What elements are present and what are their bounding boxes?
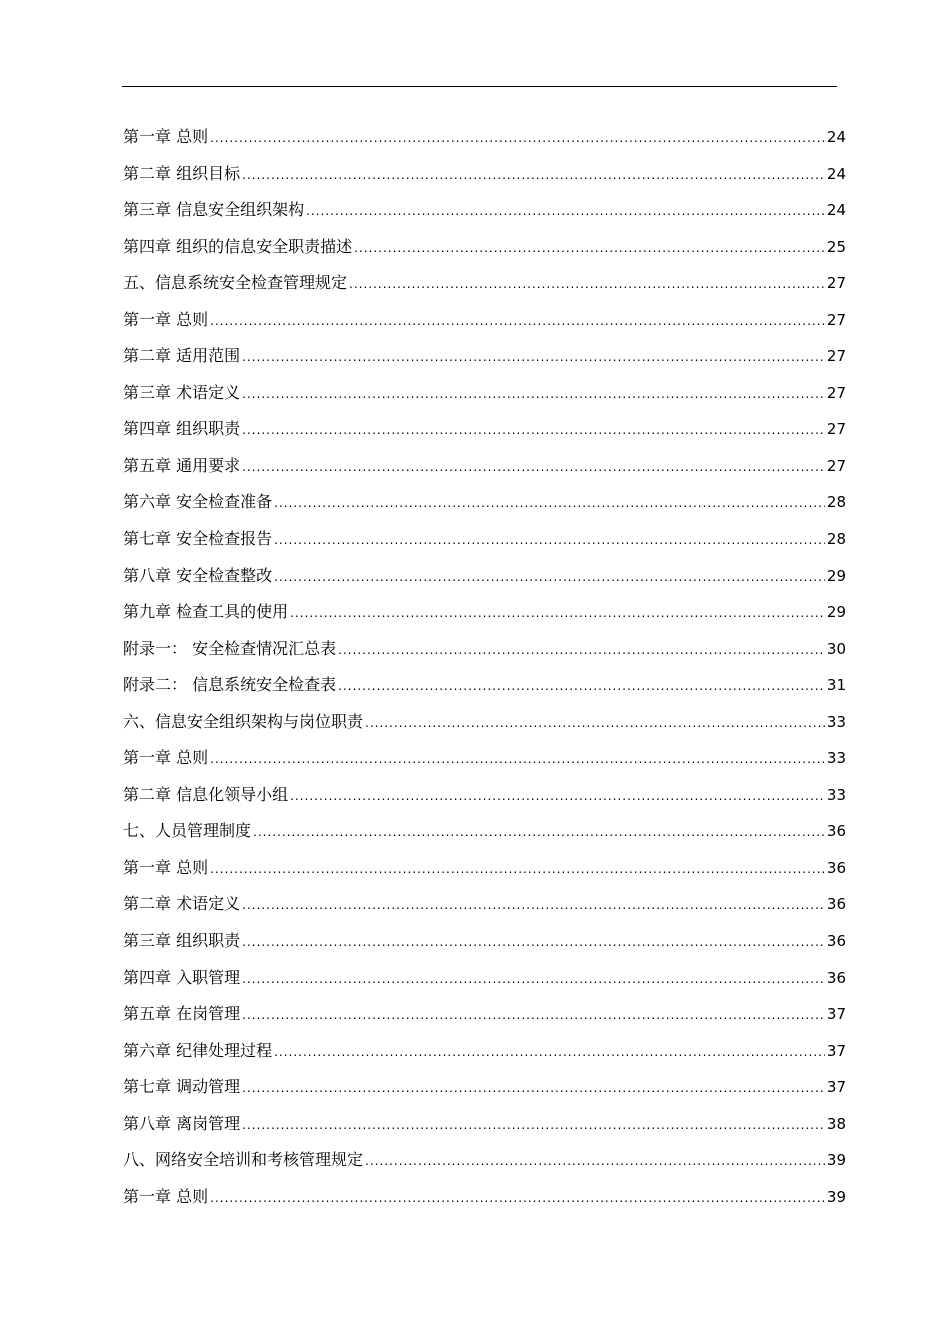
toc-entry[interactable]: [123, 489, 846, 526]
toc-entry[interactable]: [123, 672, 846, 709]
toc-entry-page-number: 37: [826, 1078, 846, 1097]
toc-entry-page-number: 39: [826, 1187, 846, 1206]
toc-entry[interactable]: [123, 818, 846, 855]
toc-entry-page-number: 27: [826, 310, 846, 329]
toc-dot-leader: [365, 710, 825, 736]
toc-entry[interactable]: [123, 965, 846, 1002]
toc-dot-leader: [242, 344, 825, 370]
toc-dot-leader: [242, 454, 825, 480]
toc-entry[interactable]: [123, 782, 846, 819]
toc-entry-page-number: 38: [826, 1114, 846, 1133]
toc-entry-page-number: 27: [826, 456, 846, 475]
toc-entry[interactable]: [123, 599, 846, 636]
toc-entry[interactable]: [123, 270, 846, 307]
toc-dot-leader: [274, 490, 825, 516]
toc-entry[interactable]: [123, 891, 846, 928]
toc-entry-page-number: 36: [826, 895, 846, 914]
toc-dot-leader: [338, 673, 825, 699]
toc-entry[interactable]: [123, 563, 846, 600]
toc-entry[interactable]: [123, 234, 846, 271]
toc-entry-title: 第七章 调动管理: [123, 1077, 241, 1097]
toc-entry[interactable]: [123, 124, 846, 161]
toc-dot-leader: [242, 1002, 825, 1028]
toc-dot-leader: [242, 1075, 825, 1101]
toc-entry-title: 第一章 总则: [123, 748, 209, 768]
toc-entry[interactable]: [123, 1184, 846, 1221]
toc-entry-page-number: 27: [826, 383, 846, 402]
toc-entry[interactable]: [123, 343, 846, 380]
toc-entry[interactable]: [123, 1147, 846, 1184]
toc-entry-page-number: 33: [826, 785, 846, 804]
toc-dot-leader: [242, 162, 825, 188]
toc-entry-title: 附录一： 安全检查情况汇总表: [123, 638, 337, 658]
toc-entry-page-number: 28: [826, 530, 846, 549]
toc-entry-page-number: 33: [826, 749, 846, 768]
toc-entry-page-number: 37: [826, 1041, 846, 1060]
toc-dot-leader: [365, 1148, 825, 1174]
toc-dot-leader: [290, 783, 825, 809]
toc-entry-title: 第二章 组织目标: [123, 163, 241, 183]
toc-dot-leader: [210, 1185, 825, 1211]
toc-dot-leader: [210, 856, 825, 882]
toc-entry-title: 第六章 安全检查准备: [123, 492, 273, 512]
toc-entry[interactable]: [123, 855, 846, 892]
toc-dot-leader: [253, 819, 825, 845]
toc-entry-page-number: 29: [826, 566, 846, 585]
toc-entry-title: 第九章 检查工具的使用: [123, 602, 289, 622]
toc-entry-title: 第三章 术语定义: [123, 382, 241, 402]
toc-entry-title: 第四章 组织职责: [123, 419, 241, 439]
toc-entry-title: 附录二： 信息系统安全检查表: [123, 675, 337, 695]
toc-entry[interactable]: [123, 636, 846, 673]
toc-dot-leader: [290, 600, 825, 626]
toc-dot-leader: [242, 417, 825, 443]
toc-dot-leader: [349, 271, 825, 297]
toc-entry[interactable]: [123, 453, 846, 490]
toc-dot-leader: [242, 966, 825, 992]
toc-entry[interactable]: [123, 928, 846, 965]
toc-dot-leader: [210, 125, 825, 151]
toc-entry-title: 第四章 入职管理: [123, 967, 241, 987]
toc-entry-page-number: 28: [826, 493, 846, 512]
toc-entry-title: 六、信息安全组织架构与岗位职责: [123, 711, 364, 731]
toc-entry-title: 第八章 安全检查整改: [123, 565, 273, 585]
toc-entry-title: 第一章 总则: [123, 1186, 209, 1206]
toc-entry-title: 第八章 离岗管理: [123, 1113, 241, 1133]
toc-dot-leader: [242, 381, 825, 407]
toc-entry[interactable]: [123, 709, 846, 746]
toc-entry-page-number: 39: [826, 1151, 846, 1170]
toc-entry-title: 第二章 信息化领导小组: [123, 784, 289, 804]
toc-entry-title: 七、人员管理制度: [123, 821, 252, 841]
toc-entry-page-number: 37: [826, 1005, 846, 1024]
toc-dot-leader: [274, 564, 825, 590]
toc-entry-title: 五、信息系统安全检查管理规定: [123, 273, 348, 293]
toc-entry-title: 八、网络安全培训和考核管理规定: [123, 1150, 364, 1170]
toc-entry[interactable]: [123, 1001, 846, 1038]
toc-entry-page-number: 36: [826, 858, 846, 877]
toc-entry[interactable]: [123, 416, 846, 453]
toc-entry-title: 第三章 信息安全组织架构: [123, 200, 305, 220]
toc-entry-page-number: 27: [826, 274, 846, 293]
toc-dot-leader: [338, 637, 825, 663]
toc-entry-title: 第二章 术语定义: [123, 894, 241, 914]
toc-entry[interactable]: [123, 307, 846, 344]
table-of-contents: [123, 124, 846, 1220]
toc-entry-page-number: 27: [826, 420, 846, 439]
toc-entry[interactable]: [123, 1038, 846, 1075]
header-rule: [122, 86, 837, 87]
toc-entry[interactable]: [123, 380, 846, 417]
toc-entry-page-number: 36: [826, 932, 846, 951]
toc-entry-page-number: 24: [826, 164, 846, 183]
toc-entry[interactable]: [123, 745, 846, 782]
toc-dot-leader: [210, 746, 825, 772]
toc-dot-leader: [242, 929, 825, 955]
toc-entry-title: 第三章 组织职责: [123, 931, 241, 951]
toc-entry-title: 第五章 通用要求: [123, 455, 241, 475]
toc-entry[interactable]: [123, 1074, 846, 1111]
toc-dot-leader: [242, 1112, 825, 1138]
toc-entry-page-number: 36: [826, 968, 846, 987]
toc-entry[interactable]: [123, 526, 846, 563]
toc-entry-page-number: 33: [826, 712, 846, 731]
toc-entry-page-number: 31: [826, 676, 846, 695]
toc-dot-leader: [306, 198, 825, 224]
toc-entry-title: 第一章 总则: [123, 857, 209, 877]
toc-entry-title: 第四章 组织的信息安全职责描述: [123, 236, 353, 256]
toc-entry-title: 第六章 纪律处理过程: [123, 1040, 273, 1060]
toc-entry-title: 第一章 总则: [123, 127, 209, 146]
toc-dot-leader: [274, 527, 825, 553]
toc-entry-title: 第七章 安全检查报告: [123, 529, 273, 549]
toc-dot-leader: [274, 1039, 825, 1065]
toc-entry-page-number: 25: [826, 237, 846, 256]
toc-entry[interactable]: [123, 161, 846, 198]
toc-entry-page-number: 29: [826, 603, 846, 622]
toc-entry-page-number: 30: [826, 639, 846, 658]
toc-entry[interactable]: [123, 197, 846, 234]
toc-dot-leader: [242, 892, 825, 918]
toc-dot-leader: [210, 308, 825, 334]
toc-entry-page-number: 24: [826, 128, 846, 146]
toc-entry-page-number: 24: [826, 201, 846, 220]
toc-dot-leader: [354, 235, 825, 261]
toc-entry-page-number: 27: [826, 347, 846, 366]
toc-entry[interactable]: [123, 1111, 846, 1148]
toc-entry-title: 第一章 总则: [123, 309, 209, 329]
toc-entry-title: 第五章 在岗管理: [123, 1004, 241, 1024]
toc-entry-title: 第二章 适用范围: [123, 346, 241, 366]
toc-entry-page-number: 36: [826, 822, 846, 841]
